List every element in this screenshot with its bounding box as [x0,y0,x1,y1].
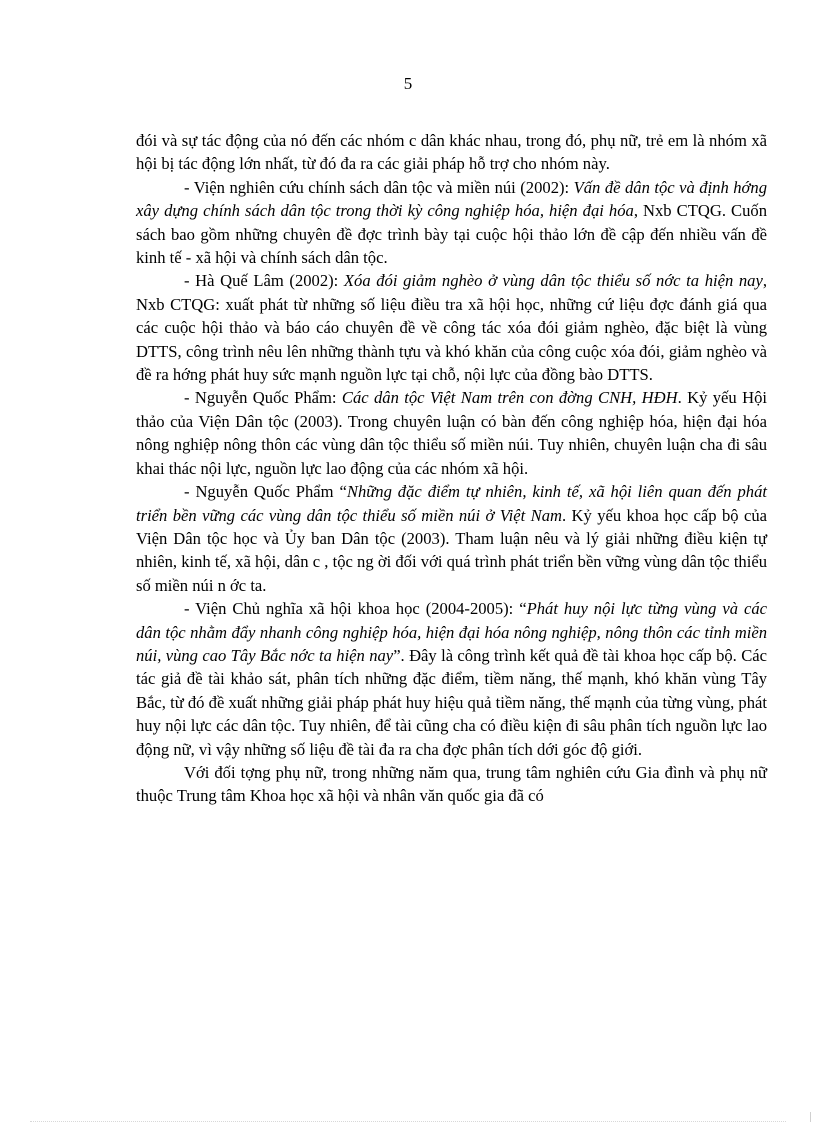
italic-title: Các dân tộc Việt Nam trên con đờng CNH, HĐH [341,388,678,408]
text-run: ”. Đây là công trình kết quả đề tài khoa học cấp bộ. Các tác giả đề tài khảo sát, phân tích những đặc điểm, tiềm năng, thế mạnh, khó khăn vùng Tây Bắc, từ đó đề xuất những giải pháp phát huy hiệu quả tiềm năng, thế mạnh của từng vùng, phát huy nội lực các dân tộc. Tuy nhiên, để tài cũng cha có điều kiện đi sâu phân tích nguồn lực lao động nữ, vì vậy những số liệu đề tài đa ra cha đợc phân tích dới góc độ giới. [136,645,768,759]
corner-mark [810,1112,811,1122]
paragraph-4 [136,386,767,480]
text-run: , Nxb CTQG. Cuốn sách bao gồm những chuyên đề đợc trình bày tại cuộc hội thảo lớn đề cập đến nhiều vấn đề kinh tế - xã hội và chính sách dân tộc. [136,201,767,268]
paragraph-6 [136,597,767,761]
italic-title: Vấn đề dân tộc và định hớng xây dựng chính sách dân tộc trong thời kỳ công nghiệp hóa, hiện đại hóa [136,177,768,221]
paragraph-3 [136,269,767,386]
text-run: . Kỷ yếu Hội thảo của Viện Dân tộc (2003). Trong chuyên luận có bàn đến công nghiệp hóa, hiện đại hóa nông nghiệp nông thôn các vùng dân tộc thiểu số miền núi. Tuy nhiên, chuyên luận cha đi sâu khai thác nội lực, nguồn lực lao động của các nhóm xã hội. [136,388,767,478]
italic-title: Phát huy nội lực từng vùng và các dân tộc nhằm đẩy nhanh công nghiệp hóa, hiện đại hóa nông nghiệp, nông thôn các tỉnh miền núi, vùng cao Tây Bắc nớc ta hiện nay [136,599,767,665]
text-run: , Nxb CTQG: xuất phát từ những số liệu điều tra xã hội học, những cứ liệu đợc đánh giá qua các cuộc hội thảo và báo cáo chuyên đề về công tác xóa đói giảm nghèo, đặc biệt là vùng DTTS, công trình nêu lên những thành tựu và khó khăn của công cuộc xóa đói, giảm nghèo và đề ra hớng phát huy sức mạnh nguồn lực tại chỗ, nội lực của đồng bào DTTS. [136,271,768,385]
body-text [136,129,767,808]
italic-title: Xóa đói giảm nghèo ở vùng dân tộc thiểu số nớc ta hiện nay [343,271,763,291]
text-run: đói và sự tác động của nó đến các nhóm c dân khác nhau, trong đó, phụ nữ, trẻ em là nhóm xã hội bị tác động lớn nhất, từ đó đa ra các giải pháp hỗ trợ cho nhóm này. [136,131,767,174]
paragraph-2 [136,176,767,270]
text-run: . Kỷ yếu khoa học cấp bộ của Viện Dân tộc học và Ủy ban Dân tộc (2003). Tham luận nêu và lý giải những điều kiện tự nhiên, kinh tế, xã hội, dân c , tộc ng ời đối với quá trình phát triển bền vững vùng dân tộc thiểu số miền núi n ớc ta. [136,505,767,595]
text-run: - Viện Chủ nghĩa xã hội khoa học (2004-2005): “ [184,599,527,619]
paragraph-1 [136,129,767,176]
page-number: 5 [403,74,413,93]
italic-title: Những đặc điểm tự nhiên, kinh tế, xã hội liên quan đến phát triển bền vững các vùng dân tộc thiểu số miền núi ở Việt Nam [136,482,767,525]
paragraph-7 [136,761,767,808]
text-run: - Hà Quế Lâm (2002): [184,271,344,291]
text-run: - Nguyễn Quốc Phẩm “ [184,482,347,502]
page-bottom-rule [30,1121,786,1122]
text-run: - Nguyễn Quốc Phẩm: [184,388,342,408]
text-run: - Viện nghiên cứu chính sách dân tộc và miền núi (2002): [184,177,574,197]
paragraph-5 [136,480,767,597]
text-run: Với đối tợng phụ nữ, trong những năm qua, trung tâm nghiên cứu Gia đình và phụ nữ thuộc Trung tâm Khoa học xã hội và nhân văn quốc gia đã có [136,762,767,806]
